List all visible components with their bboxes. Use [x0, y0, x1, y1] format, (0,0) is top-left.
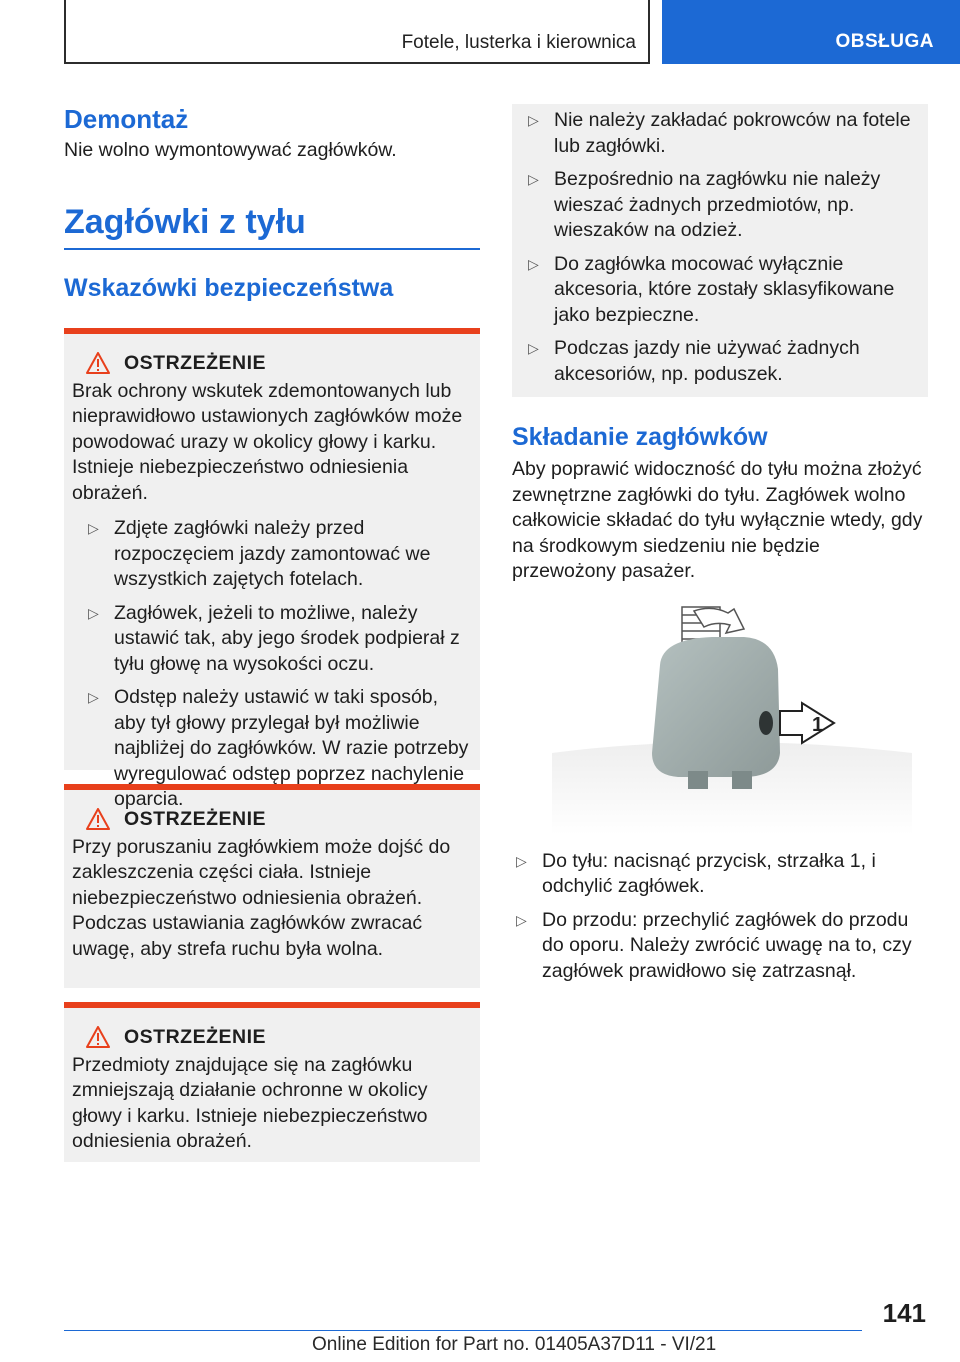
bullet-icon: ▷	[528, 340, 539, 356]
warning-box-1	[64, 328, 480, 810]
warning-label: OSTRZEŻENIE	[124, 351, 267, 374]
bullet-icon: ▷	[88, 689, 99, 705]
warning-label: OSTRZEŻENIE	[124, 807, 267, 830]
warning-text: Przy poruszaniu zagłówkiem może dojść do zakleszczenia części ciała. Istnieje niebezpieczeństwo odniesienia obrażeń. Podczas ustawiania zagłówków zwracać uwagę, aby strefa ruchu była wolna.	[72, 835, 451, 960]
list-item: ▷ Do zagłówka mocować wyłącznie akcesoria, które zostały sklasyfikowane jako bezpieczne.	[528, 252, 895, 326]
bullet-icon: ▷	[516, 852, 527, 869]
warning-box-3	[64, 1002, 480, 1162]
left-column	[64, 100, 480, 1162]
warning-header	[72, 1026, 472, 1049]
fold-text: Aby poprawić widoczność do tyłu można złożyć zewnętrzne zagłówki do tyłu. Zagłówek wolno całkowicie składać do tyłu wyłącznie wtedy, gdy na środkowym siedzeniu nie będzie przewożony pasażer.	[512, 458, 923, 582]
footer-divider	[64, 1330, 862, 1331]
list-item: ▷ Zdjęte zagłówki należy przed rozpoczęciem jazdy zamontować we wszystkich zajętych fotelach.	[88, 517, 431, 590]
fold-heading: Składanie zagłówków	[512, 423, 768, 451]
callout-number: 1	[812, 713, 824, 736]
bullet-icon: ▷	[528, 171, 539, 187]
headrest-illustration	[512, 603, 928, 835]
warning-header	[72, 352, 472, 375]
warning-triangle-icon	[86, 1026, 110, 1048]
warning-box-2	[64, 784, 480, 988]
bullet-list	[512, 108, 928, 387]
safety-heading: Wskazówki bezpieczeństwa	[64, 273, 394, 302]
right-column	[512, 104, 928, 992]
bullet-icon: ▷	[88, 520, 99, 536]
warning-triangle-icon	[86, 352, 110, 374]
page-number: 141	[882, 1298, 926, 1328]
bullet-icon: ▷	[528, 112, 539, 128]
list-item: ▷ Do tyłu: nacisnąć przycisk, strzałka 1, i odchylić zagłówek.	[516, 849, 876, 897]
list-item: ▷ Zagłówek, jeżeli to możliwe, należy ustawić tak, aby jego środek podpierał z tyłu głowę na wysokości oczu.	[88, 601, 460, 675]
section-title: Fotele, lusterka i kierownica	[401, 32, 636, 53]
warning-text: Przedmioty znajdujące się na zagłówku zmniejszają działanie ochronne w okolicy głowy i karku. Istnieje niebezpieczeństwo odniesienia obrażeń.	[72, 1053, 428, 1152]
chapter-tab[interactable]	[662, 0, 960, 64]
edition-text: Online Edition for Part no. 01405A37D11 - VI/21	[312, 1334, 717, 1355]
list-item: ▷ Do przodu: przechylić zagłówek do przodu do oporu. Należy zwrócić uwagę na to, czy zagłówek prawidłowo się zatrzasnął.	[516, 908, 912, 982]
chapter-tab-label: OBSŁUGA	[835, 31, 934, 52]
list-item: ▷ Bezpośrednio na zagłówku nie należy wieszać żadnych przedmiotów, np. wieszaków na odzież.	[528, 168, 881, 241]
warning-bullets-continued	[512, 104, 928, 397]
headrest-image	[512, 603, 928, 835]
list-item: ▷ Podczas jazdy nie używać żadnych akcesoriów, np. poduszek.	[528, 337, 860, 385]
steps-list	[512, 849, 928, 985]
list-item: ▷ Odstęp należy ustawić w taki sposób, aby tył głowy przylegał był możliwie najbliżej do zagłówków. W razie potrzeby wyregulować odstęp poprzez nachylenie oparcia.	[88, 686, 469, 810]
list-item: ▷ Nie należy zakładać pokrowców na fotele lub zagłówki.	[528, 109, 911, 157]
warning-text: Brak ochrony wskutek zdemontowanych lub nieprawidłowo ustawionych zagłówków może powodować urazy w okolicy głowy i karku. Istnieje niebezpieczeństwo odniesienia obrażeń.	[72, 379, 463, 504]
demontaz-heading: Demontaż	[64, 104, 189, 134]
bullet-icon: ▷	[528, 255, 539, 272]
bullet-icon: ▷	[88, 604, 99, 621]
demontaz-text: Nie wolno wymontowywać zagłówków.	[64, 139, 397, 161]
bullet-icon: ▷	[516, 911, 527, 928]
header-bar	[64, 0, 650, 64]
warning-bullet-list	[72, 516, 472, 813]
main-heading: Zagłówki z tyłu	[64, 200, 480, 250]
warning-label: OSTRZEŻENIE	[124, 1025, 267, 1048]
